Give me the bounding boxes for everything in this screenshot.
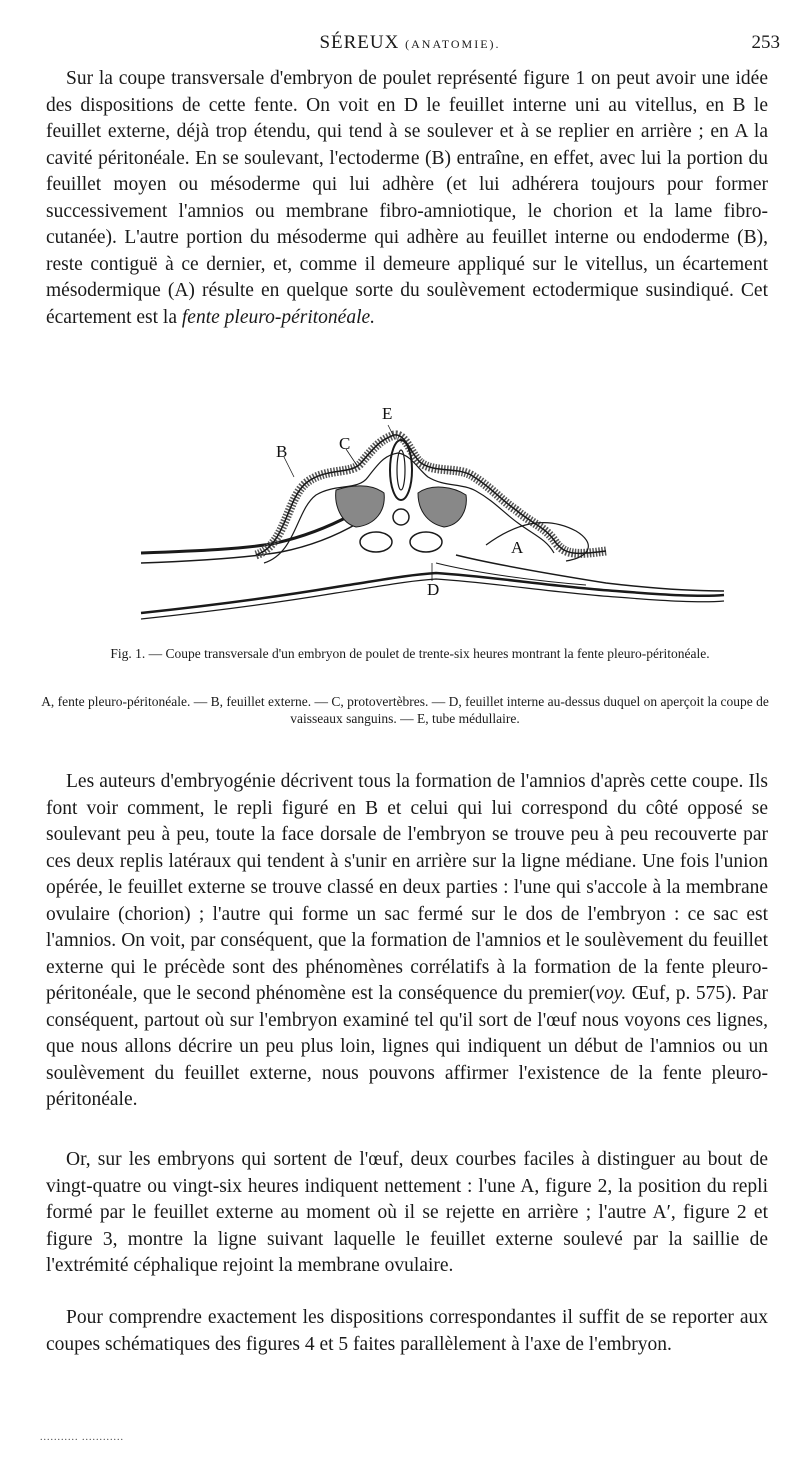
figure-caption: Fig. 1. — Coupe transversale d'un embryon de poulet de trente-six heures montrant la fente pleuro-péritonéale.	[110, 646, 710, 661]
figure-label-e: E	[382, 405, 393, 423]
paragraph-1	[46, 66, 768, 331]
paragraph-4-text: Pour comprendre exactement les dispositions correspondantes il suffit de se reporter aux coupes schématiques des figures 4 et 5 faites parallèlement à l'axe de l'embryon.	[46, 1307, 768, 1355]
running-title	[40, 32, 780, 54]
paragraph-3-text: Or, sur les embryons qui sortent de l'œuf, deux courbes faciles à distinguer au bout de vingt-quatre ou vingt-six heures indiquent nettement : l'une A, figure 2, la position du repli formé par le feuillet externe au moment où il se rejette en arrière ; l'autre A′, figure 2 et figure 3, montre la ligne suivant laquelle le feuillet externe soulevé par la saillie de l'extrémité céphalique rejoint la membrane ovulaire.	[46, 1149, 768, 1276]
figure-label-b: B	[276, 442, 288, 461]
paragraph-3	[46, 1147, 768, 1280]
paragraph-2-italic: voy.	[595, 983, 627, 1004]
paragraph-2-text-a: Les auteurs d'embryogénie décrivent tous la formation de l'amnios d'après cette coupe. Ils font voir comment, le repli figuré en B et celui qui lui correspond du côté opposé se soulevant peu à peu, toute la face dorsale de l'embryon se trouve peu à peu recouverte par ces deux replis latéraux qui tendent à s'unir en arrière sur la ligne médiane. Une fois l'union opérée, le feuillet externe se trouve classé en deux parties : l'une qui s'accole à la membrane ovulaire (chorion) ; l'autre qui forme un sac fermé sur le dos de l'embryon : ce sac est l'amnios. On voit, par conséquent, que la formation de l'amnios et le soulèvement du feuillet externe qui le précède sont des phénomènes corrélatifs à la formation de la fente pleuro-péritonéale, que le second phénomène est la conséquence du premier(	[46, 771, 768, 1004]
running-head	[40, 32, 780, 58]
figure-legend: A, fente pleuro-péritonéale. — B, feuillet externe. — C, protovertèbres. — D, feuillet interne au-dessus duquel on aperçoit la coupe de vaisseaux sanguins. — E, tube médullaire.	[41, 694, 769, 726]
paragraph-2-text-b: Œuf, p. 575). Par conséquent, partout où sur l'embryon examiné tel qu'il sort de l'œuf nous voyons ces lignes, que nous allons décrire un peu plus loin, lignes qui indiquent un début de l'amnios ou un soulèvement du feuillet externe, nous pouvons affirmer l'existence de la fente pleuro-péritonéale.	[46, 983, 768, 1110]
page-number: 253	[751, 32, 780, 53]
embryo-section-figure	[136, 405, 726, 640]
figure-label-d: D	[427, 580, 440, 599]
paragraph-4	[46, 1305, 768, 1358]
footer-dots: ........... ............	[40, 1432, 124, 1443]
figure-label-c: C	[339, 434, 351, 453]
paragraph-2	[46, 769, 768, 1114]
paragraph-1-text: Sur la coupe transversale d'embryon de poulet représenté figure 1 on peut avoir une idée des dispositions de cette fente. On voit en D le feuillet interne uni au vitellus, en B le feuillet externe, déjà trop étendu, qui tend à se soulever et à se replier en arrière ; en A la cavité péritonéale. En se soulevant, l'ectoderme (B) entraîne, en effet, avec lui la portion du feuillet moyen ou mésoderme qui lui adhère (et lui adhérera toujours pour former successivement l'amnios ou membrane fibro-amniotique, le chorion et la lame fibro-cutanée). L'autre portion du mésoderme qui adhère au feuillet interne ou endoderme (B), reste contiguë à ce dernier, et, comme il demeure appliqué sur le vitellus, un écartement mésodermique (A) résulte en quelque sorte du soulèvement ectodermique susindiqué. Cet écartement est la	[46, 68, 768, 328]
figure-label-a: A	[511, 538, 524, 557]
running-title-sub: (ANATOMIE).	[405, 37, 501, 51]
paragraph-1-italic: fente pleuro-péritonéale.	[181, 306, 376, 328]
running-title-main: SÉREUX	[319, 32, 400, 53]
